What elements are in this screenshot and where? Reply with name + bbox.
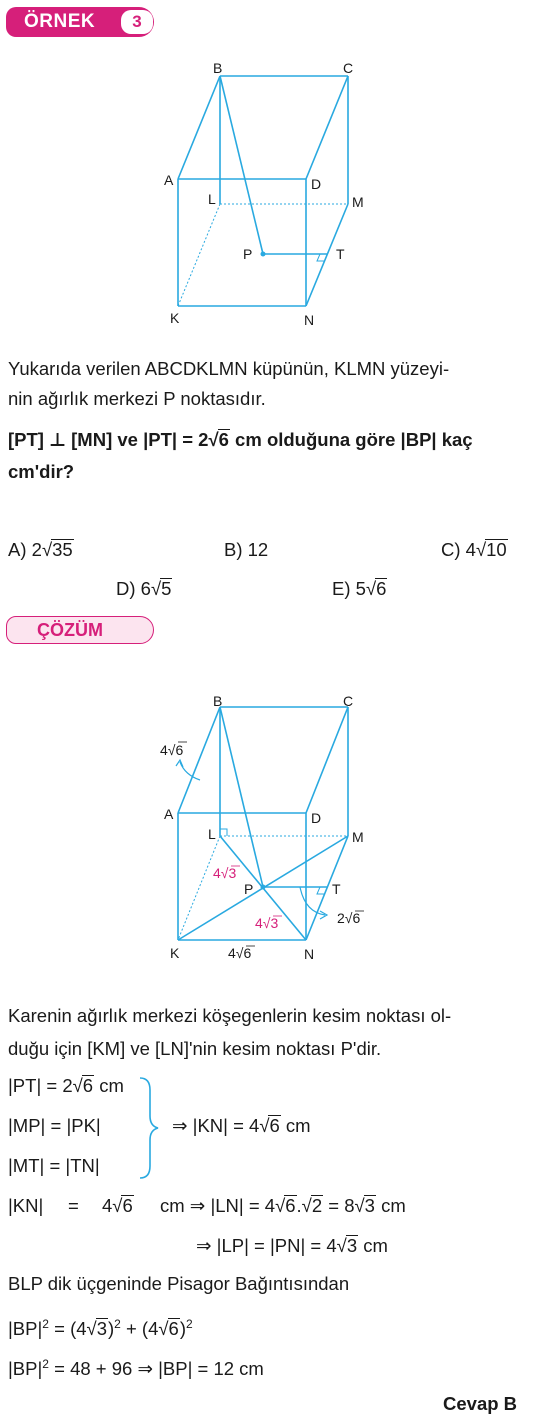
- equation-ln: cm ⇒ |LN| = 4√ 6.√ 2 = 8√ 3 cm: [160, 1194, 406, 1218]
- hidden-edge-lk: [178, 836, 220, 940]
- edge-dc: [306, 707, 348, 813]
- example-label: ÖRNEK: [24, 11, 96, 32]
- label-m: M: [352, 194, 364, 210]
- label-b: B: [213, 693, 223, 709]
- equation-kn: |KN|: [8, 1195, 44, 1216]
- equation-mt-tn: |MT| = |TN|: [8, 1155, 100, 1176]
- solution-line-1: Karenin ağırlık merkezi köşegenlerin kesim noktası ol-: [8, 1005, 452, 1026]
- label-t: T: [332, 881, 341, 897]
- edge-dc: [306, 76, 348, 179]
- solution-badge: [6, 616, 154, 644]
- solution-label: ÇÖZÜM: [37, 620, 103, 640]
- right-angle-l: [220, 829, 227, 836]
- label-k: K: [170, 310, 180, 326]
- equation-lp-pn: ⇒ |LP| = |PN| = 4√ 3 cm: [196, 1234, 388, 1258]
- edge-ab: [178, 707, 220, 813]
- question-line-2: cm'dir?: [8, 461, 75, 482]
- label-c: C: [343, 693, 354, 709]
- point-p: [261, 252, 266, 257]
- brace-result: ⇒ |KN| = 4√ 6 cm: [172, 1114, 311, 1138]
- label-k: K: [170, 945, 180, 961]
- right-angle-marker: [317, 254, 324, 261]
- equation-pythagoras: $|BP|^2 = (4√$ 3)$^2$ + (4√ 6)$^2$: [8, 1312, 193, 1341]
- label-m: M: [352, 829, 364, 845]
- equation-kn-equals: =: [68, 1195, 79, 1216]
- option-c[interactable]: C) 4√ 10: [441, 538, 508, 562]
- annotation-lp-length: 4√3: [213, 865, 237, 881]
- label-l: L: [208, 191, 216, 207]
- question-line-1: [PT] ⊥ [MN] ve |PT| = 2√ 6 cm olduğuna göre |BP| kaç: [8, 428, 473, 452]
- label-a: A: [164, 806, 174, 822]
- edge-ab: [178, 76, 220, 179]
- option-e[interactable]: E) 5√ 6: [332, 577, 387, 601]
- equation-result: $|BP|^2 = 48 + 96$ ⇒ |BP| = 12 cm: [8, 1357, 264, 1380]
- solution-line-3: BLP dik üçgeninde Pisagor Bağıntısından: [8, 1273, 350, 1294]
- cube-figure-2: [0, 680, 535, 970]
- option-a[interactable]: A) 2√ 35: [8, 538, 74, 562]
- annotation-ab-length: 4√6: [160, 742, 184, 758]
- label-n: N: [304, 946, 315, 962]
- equation-mp-pk: |MP| = |PK|: [8, 1115, 101, 1136]
- annotation-pn-length: 4√3: [255, 915, 279, 931]
- equation-kn-value: 4√ 6: [102, 1194, 134, 1218]
- label-a: A: [164, 172, 174, 188]
- right-angle-t: [317, 887, 324, 894]
- equation-pt: |PT| = 2√ 6 cm: [8, 1074, 124, 1098]
- curly-brace: [136, 1076, 160, 1180]
- point-p: [261, 885, 266, 890]
- problem-line-2: nin ağırlık merkezi P noktasıdır.: [8, 388, 266, 409]
- label-c: C: [343, 60, 354, 76]
- label-l: L: [208, 826, 216, 842]
- label-b: B: [213, 60, 223, 76]
- label-d: D: [311, 810, 322, 826]
- answer-label: Cevap B: [443, 1393, 518, 1414]
- annotation-kn-length: 4√6: [228, 945, 252, 961]
- cube-figure-1: [0, 0, 535, 330]
- segment-bp: [220, 707, 263, 887]
- option-b[interactable]: B) 12: [224, 539, 269, 560]
- problem-line-1: Yukarıda verilen ABCDKLMN küpünün, KLMN yüzeyi-: [8, 358, 450, 379]
- solution-line-2: duğu için [KM] ve [LN]'nin kesim noktası P'dir.: [8, 1038, 382, 1059]
- label-t: T: [336, 246, 345, 262]
- option-d[interactable]: D) 6√ 5: [116, 577, 172, 601]
- label-p: P: [244, 881, 254, 897]
- annotation-pt-length: 2√6: [337, 910, 361, 926]
- segment-bp: [220, 76, 263, 254]
- example-number: 3: [121, 10, 153, 34]
- label-d: D: [311, 176, 322, 192]
- label-p: P: [243, 246, 253, 262]
- hidden-edge-lk: [178, 204, 220, 306]
- label-n: N: [304, 312, 315, 328]
